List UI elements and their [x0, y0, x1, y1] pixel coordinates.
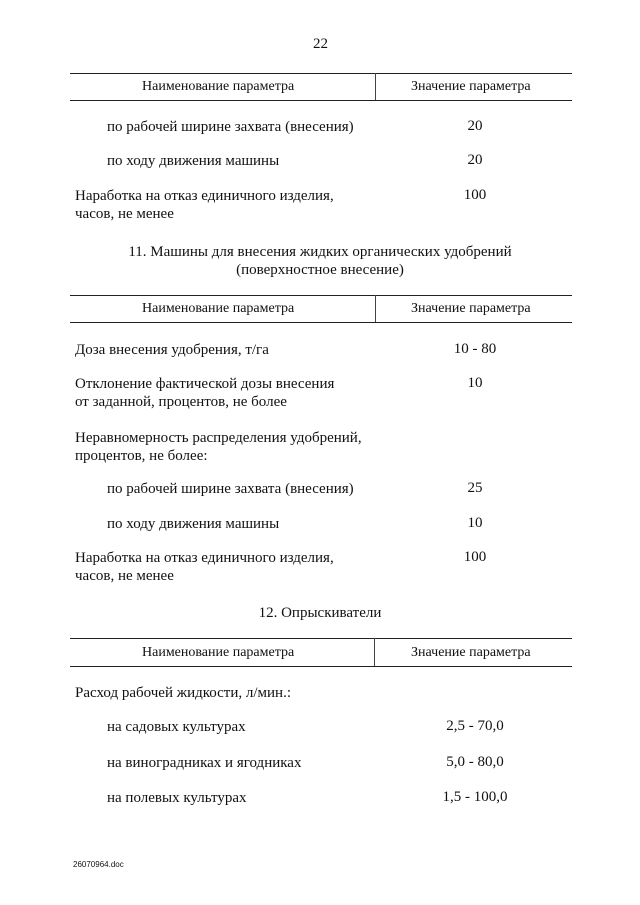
- param-value: 100: [463, 549, 487, 565]
- param-value: 20: [467, 152, 483, 168]
- param-label: процентов, не более:: [75, 448, 208, 464]
- param-label: Доза внесения удобрения, т/га: [75, 342, 269, 358]
- param-label: Наработка на отказ единичного изделия,: [75, 550, 334, 566]
- table-header-rule: [70, 666, 572, 667]
- param-label: Неравномерность распределения удобрений,: [75, 430, 362, 446]
- section-title: 12. Опрыскиватели: [258, 605, 382, 621]
- header-divider: [375, 73, 376, 100]
- column-header-name: Наименование параметра: [142, 79, 295, 94]
- column-header-value: Значение параметра: [411, 301, 531, 316]
- column-header-value: Значение параметра: [411, 645, 531, 660]
- param-label: на виноградниках и ягодниках: [107, 755, 302, 771]
- param-value: 10 - 80: [453, 341, 497, 357]
- page-number: 22: [313, 36, 328, 52]
- param-value: 100: [463, 187, 487, 203]
- param-label: Расход рабочей жидкости, л/мин.:: [75, 685, 291, 701]
- param-label: по ходу движения машины: [107, 153, 280, 169]
- param-label: по ходу движения машины: [107, 516, 280, 532]
- table-top-rule: [70, 638, 572, 639]
- param-label: по рабочей ширине захвата (внесения): [107, 481, 354, 497]
- table-header-rule: [70, 322, 572, 323]
- section-title: 11. Машины для внесения жидких органических удобрений: [128, 244, 512, 260]
- param-value: 10: [467, 375, 483, 391]
- param-label: часов, не менее: [75, 568, 174, 584]
- table-top-rule: [70, 295, 572, 296]
- param-label: Отклонение фактической дозы внесения: [75, 376, 335, 392]
- param-value: 1,5 - 100,0: [442, 789, 508, 805]
- param-value: 2,5 - 70,0: [446, 718, 504, 734]
- param-label: Наработка на отказ единичного изделия,: [75, 188, 334, 204]
- param-label: на полевых культурах: [107, 790, 247, 806]
- param-label: по рабочей ширине захвата (внесения): [107, 119, 354, 135]
- param-value: 20: [467, 118, 483, 134]
- param-label: часов, не менее: [75, 206, 174, 222]
- table-top-rule: [70, 73, 572, 74]
- param-value: 5,0 - 80,0: [446, 754, 504, 770]
- param-label: от заданной, процентов, не более: [75, 394, 287, 410]
- footer-filename: 26070964.doc: [73, 860, 124, 869]
- header-divider: [374, 638, 375, 666]
- param-label: на садовых культурах: [107, 719, 246, 735]
- header-divider: [375, 295, 376, 322]
- param-value: 10: [467, 515, 483, 531]
- column-header-name: Наименование параметра: [142, 645, 295, 660]
- section-subtitle: (поверхностное внесение): [236, 262, 404, 278]
- column-header-name: Наименование параметра: [142, 301, 295, 316]
- table-header-rule: [70, 100, 572, 101]
- column-header-value: Значение параметра: [411, 79, 531, 94]
- param-value: 25: [467, 480, 483, 496]
